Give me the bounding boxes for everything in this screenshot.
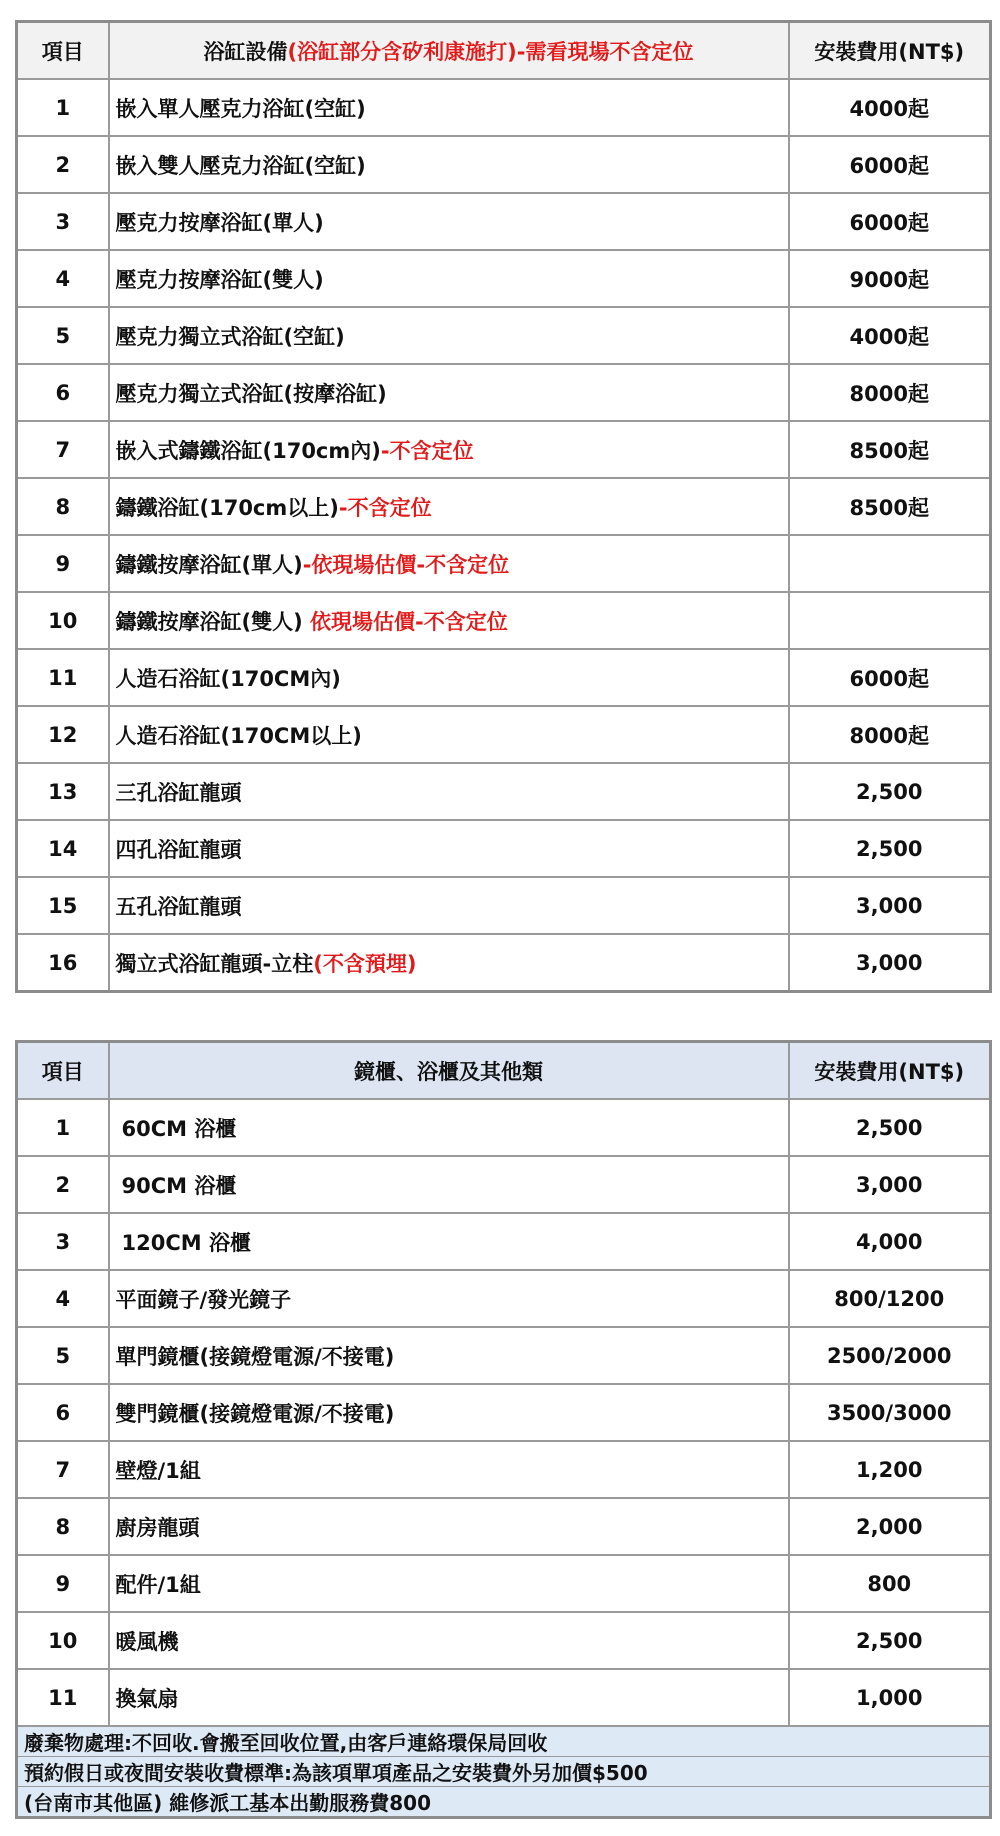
table-row [17,535,991,592]
row-price: 8500起 [789,421,991,478]
table-row [17,706,991,763]
row-description [109,649,789,706]
row-name: 獨立式浴缸龍頭-立柱 [115,951,314,976]
row-price: 4,000 [789,1213,991,1270]
row-name: 鑄鐵按摩浴缸(單人) [115,552,303,577]
row-number: 3 [17,193,109,250]
row-name: 暖風機 [109,1612,789,1669]
row-name: 平面鏡子/發光鏡子 [109,1270,789,1327]
row-number: 2 [17,1156,109,1213]
table-row [17,1384,991,1441]
table-row [17,1213,991,1270]
row-price: 8000起 [789,706,991,763]
row-description [109,250,789,307]
row-name: 60CM 浴櫃 [109,1099,789,1156]
row-name: 鑄鐵按摩浴缸(雙人) [115,609,311,634]
note-row [17,1726,991,1757]
row-note: (不含預埋) [313,951,417,976]
row-name: 鑄鐵浴缸(170cm以上) [115,495,339,520]
row-price [789,592,991,649]
row-description [109,193,789,250]
row-name: 四孔浴缸龍頭 [115,837,242,862]
table-row [17,1156,991,1213]
row-name: 嵌入式鑄鐵浴缸(170cm內) [115,438,381,463]
row-number: 4 [17,1270,109,1327]
row-price: 800 [789,1555,991,1612]
row-name: 人造石浴缸(170CM以上) [115,723,362,748]
row-number: 11 [17,1669,109,1726]
table-row [17,1669,991,1726]
row-description [109,535,789,592]
row-name: 嵌入單人壓克力浴缸(空缸) [115,96,366,121]
row-note: -不含定位 [380,438,474,463]
row-description [109,307,789,364]
row-number: 1 [17,1099,109,1156]
header-description [109,22,789,80]
row-price: 3,000 [789,934,991,992]
row-name: 雙門鏡櫃(接鏡燈電源/不接電) [109,1384,789,1441]
cabinet-price-table [15,1040,992,1819]
table-row [17,1555,991,1612]
row-description [109,478,789,535]
row-name: 配件/1組 [109,1555,789,1612]
row-description [109,79,789,136]
table-header-row [17,1042,991,1100]
row-price [789,535,991,592]
row-number: 5 [17,1327,109,1384]
row-price: 3500/3000 [789,1384,991,1441]
header-desc-note: (浴缸部分含矽利康施打)-需看現場不含定位 [287,39,694,64]
row-number: 14 [17,820,109,877]
header-price: 安裝費用(NT$) [789,1042,991,1100]
row-description [109,763,789,820]
table-row [17,820,991,877]
row-number: 5 [17,307,109,364]
table-row [17,1270,991,1327]
row-price: 4000起 [789,79,991,136]
bathtub-price-table [15,20,992,993]
row-price: 3,000 [789,877,991,934]
row-number: 13 [17,763,109,820]
row-name: 120CM 浴櫃 [109,1213,789,1270]
row-number: 9 [17,535,109,592]
table-row [17,1327,991,1384]
row-description [109,592,789,649]
row-number: 9 [17,1555,109,1612]
row-number: 12 [17,706,109,763]
table-row [17,1099,991,1156]
row-number: 16 [17,934,109,992]
row-name: 壓克力獨立式浴缸(按摩浴缸) [115,381,387,406]
row-note: -不含定位 [338,495,432,520]
table-row [17,136,991,193]
row-number: 3 [17,1213,109,1270]
row-price: 1,200 [789,1441,991,1498]
row-description [109,877,789,934]
row-number: 1 [17,79,109,136]
row-description [109,820,789,877]
table-row [17,421,991,478]
row-price: 2500/2000 [789,1327,991,1384]
header-price: 安裝費用(NT$) [789,22,991,80]
row-price: 2,500 [789,763,991,820]
note-row [17,1757,991,1787]
row-name: 換氣扇 [109,1669,789,1726]
row-number: 10 [17,1612,109,1669]
row-number: 11 [17,649,109,706]
row-name: 90CM 浴櫃 [109,1156,789,1213]
header-item: 項目 [17,1042,109,1100]
row-price: 2,000 [789,1498,991,1555]
table-row [17,1612,991,1669]
table-row [17,592,991,649]
table-row [17,877,991,934]
row-price: 6000起 [789,193,991,250]
row-number: 2 [17,136,109,193]
row-price: 2,500 [789,820,991,877]
row-description [109,706,789,763]
row-price: 9000起 [789,250,991,307]
row-price: 6000起 [789,136,991,193]
row-price: 2,500 [789,1099,991,1156]
table-row [17,1498,991,1555]
table-row [17,307,991,364]
row-note: -依現場估價-不含定位 [302,552,510,577]
row-name: 廚房龍頭 [109,1498,789,1555]
table-header-row [17,22,991,80]
row-name: 壁燈/1組 [109,1441,789,1498]
table-row [17,250,991,307]
row-description [109,136,789,193]
row-number: 8 [17,478,109,535]
row-number: 7 [17,421,109,478]
row-price: 4000起 [789,307,991,364]
row-number: 10 [17,592,109,649]
row-price: 800/1200 [789,1270,991,1327]
note-text: 廢棄物處理:不回收.會搬至回收位置,由客戶連絡環保局回收 [17,1726,991,1757]
header-description: 鏡櫃、浴櫃及其他類 [109,1042,789,1100]
note-row [17,1787,991,1818]
table-row [17,364,991,421]
row-number: 8 [17,1498,109,1555]
row-name: 嵌入雙人壓克力浴缸(空缸) [115,153,366,178]
row-number: 6 [17,364,109,421]
table-row [17,1441,991,1498]
row-price: 8500起 [789,478,991,535]
row-description [109,421,789,478]
row-name: 壓克力按摩浴缸(雙人) [115,267,324,292]
row-price: 6000起 [789,649,991,706]
table-row [17,79,991,136]
table-row [17,649,991,706]
table-row [17,934,991,992]
row-number: 15 [17,877,109,934]
row-name: 壓克力按摩浴缸(單人) [115,210,324,235]
table-row [17,193,991,250]
row-price: 3,000 [789,1156,991,1213]
table-row [17,763,991,820]
note-text: 預約假日或夜間安裝收費標準:為該項單項產品之安裝費外另加價$500 [17,1757,991,1787]
row-number: 4 [17,250,109,307]
header-desc-main: 浴缸設備 [203,39,288,64]
row-note: 依現場估價-不含定位 [310,609,508,634]
row-price: 1,000 [789,1669,991,1726]
header-item: 項目 [17,22,109,80]
row-name: 三孔浴缸龍頭 [115,780,242,805]
row-name: 單門鏡櫃(接鏡燈電源/不接電) [109,1327,789,1384]
row-number: 6 [17,1384,109,1441]
row-name: 壓克力獨立式浴缸(空缸) [115,324,345,349]
note-text: (台南市其他區) 維修派工基本出勤服務費800 [17,1787,991,1818]
row-description [109,364,789,421]
row-name: 人造石浴缸(170CM內) [115,666,341,691]
row-name: 五孔浴缸龍頭 [115,894,242,919]
row-description [109,934,789,992]
row-price: 8000起 [789,364,991,421]
row-price: 2,500 [789,1612,991,1669]
table-row [17,478,991,535]
row-number: 7 [17,1441,109,1498]
